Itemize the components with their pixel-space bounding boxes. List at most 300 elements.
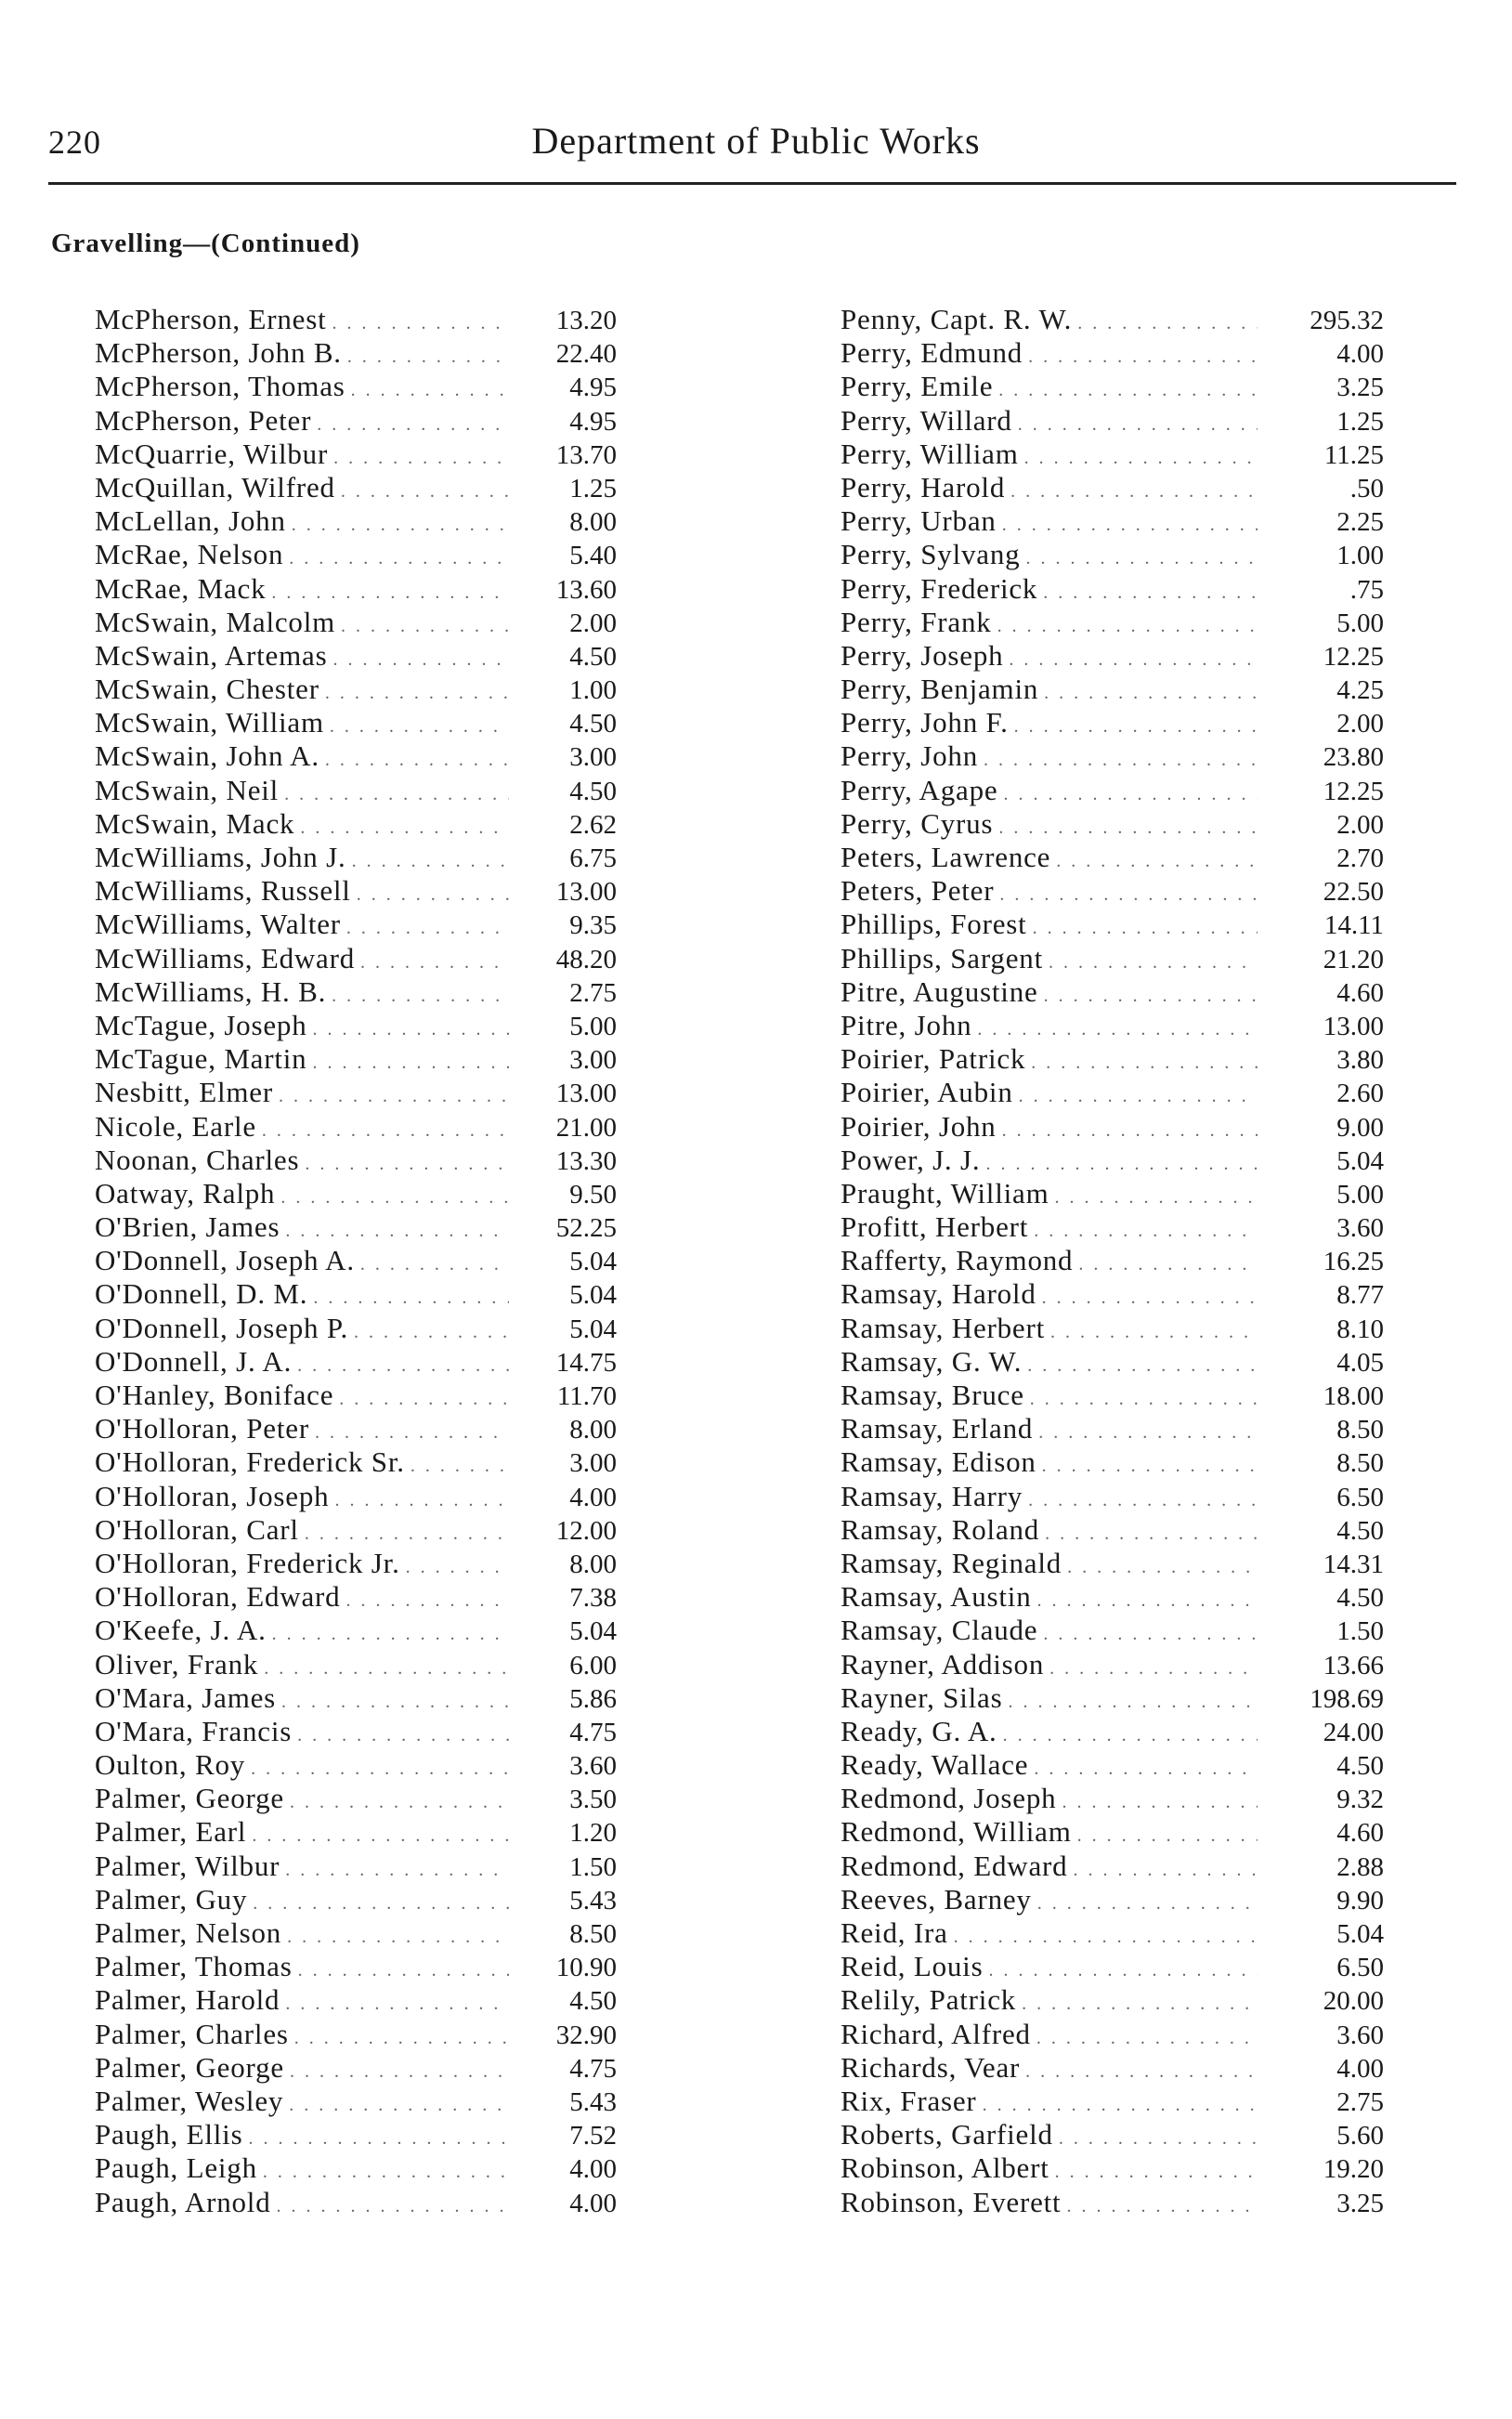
- entry-amount: 4.00: [569, 2188, 617, 2218]
- entry-name: McSwain, Malcolm: [95, 605, 336, 638]
- entry-name-box: [95, 841, 515, 874]
- entry-name-box: [841, 471, 1263, 504]
- entry-row: [95, 1916, 669, 1950]
- left-column: [95, 303, 669, 2219]
- dot-leader: [290, 2061, 509, 2083]
- entry-row: [841, 1076, 1402, 1109]
- entry-name-box: [841, 1950, 1263, 1983]
- entry-name: Palmer, Harold: [95, 1983, 280, 2017]
- entry-name-box: [95, 1244, 515, 1277]
- entry-row: [841, 1580, 1402, 1614]
- entry-name-box: [95, 1648, 515, 1681]
- entry-amount: 8.50: [569, 1919, 617, 1949]
- entry-amount: 7.52: [569, 2121, 617, 2151]
- entry-amount: 5.00: [1336, 1179, 1384, 1210]
- entry-amount: 20.00: [1323, 1986, 1384, 2017]
- entry-name: O'Donnell, Joseph P.: [95, 1311, 349, 1344]
- entry-name: McTague, Joseph: [95, 1008, 307, 1041]
- dot-leader: [984, 750, 1258, 771]
- entry-amount: 23.80: [1323, 742, 1384, 773]
- entry-name: Rayner, Silas: [841, 1680, 1003, 1714]
- entry-name-box: [841, 1210, 1263, 1244]
- entry-row: [95, 1883, 669, 1916]
- dot-leader: [1034, 1759, 1258, 1780]
- entry-name: Perry, Urban: [841, 504, 997, 538]
- entry-name-box: [95, 1850, 515, 1883]
- dot-leader: [1056, 851, 1258, 872]
- entry-name-box: [95, 303, 515, 336]
- entry-row: [95, 1177, 669, 1210]
- entry-name-box: [95, 538, 515, 571]
- entry-row: [841, 303, 1402, 336]
- entry-name: Poirier, Patrick: [841, 1042, 1026, 1076]
- entry-amount: 5.04: [1336, 1145, 1384, 1176]
- dot-leader: [411, 1456, 509, 1477]
- entry-amount: 8.77: [1336, 1280, 1384, 1311]
- dot-leader: [999, 884, 1258, 906]
- entry-name-box: [841, 1547, 1263, 1580]
- dot-leader: [1044, 986, 1258, 1007]
- dot-leader: [297, 1725, 509, 1746]
- entry-row: [841, 1480, 1402, 1513]
- entry-row: [95, 2151, 669, 2185]
- entry-name-box: [841, 404, 1263, 438]
- entry-name-box: [95, 1916, 515, 1950]
- entry-row: [95, 471, 669, 504]
- entry-row: [95, 975, 669, 1009]
- dot-leader: [272, 1624, 509, 1645]
- dot-leader: [988, 1960, 1258, 1981]
- entry-name: Noonan, Charles: [95, 1143, 300, 1176]
- entry-amount: 4.50: [569, 776, 617, 806]
- dot-leader: [1033, 918, 1258, 939]
- entry-name: Paugh, Arnold: [95, 2185, 271, 2218]
- dot-leader: [252, 1825, 509, 1847]
- dot-leader: [298, 1960, 509, 1981]
- dot-leader: [347, 347, 509, 368]
- entry-amount: 3.60: [569, 1751, 617, 1782]
- entry-name-box: [841, 774, 1263, 807]
- entry-name-box: [841, 1513, 1263, 1547]
- dot-leader: [1073, 1860, 1258, 1881]
- dot-leader: [1055, 1187, 1258, 1209]
- entry-row: [95, 1210, 669, 1244]
- dot-leader: [325, 750, 509, 771]
- entry-row: [95, 2051, 669, 2085]
- entry-row: [841, 538, 1402, 571]
- entry-row: [841, 1312, 1402, 1345]
- entry-name-box: [841, 1445, 1263, 1479]
- entry-name: McRae, Mack: [95, 571, 267, 605]
- entry-name-box: [95, 1950, 515, 1983]
- entry-name: Redmond, William: [841, 1815, 1072, 1849]
- entry-row: [95, 1379, 669, 1412]
- dot-leader: [997, 616, 1258, 637]
- entry-name: McSwain, John A.: [95, 739, 319, 773]
- dot-leader: [1002, 515, 1258, 536]
- entry-name: Perry, William: [841, 437, 1019, 470]
- entry-name: O'Holloran, Edward: [95, 1580, 341, 1614]
- entry-name: O'Donnell, Joseph A.: [95, 1244, 355, 1277]
- dot-leader: [1025, 548, 1258, 569]
- entry-amount: 9.00: [1336, 1112, 1384, 1143]
- entry-amount: 3.00: [569, 1045, 617, 1076]
- entry-name-box: [841, 572, 1263, 606]
- entry-name-box: [95, 1076, 515, 1109]
- dot-leader: [1036, 2028, 1258, 2049]
- entry-name-box: [841, 2085, 1263, 2118]
- entry-amount: 12.25: [1323, 776, 1384, 806]
- dot-leader: [287, 1927, 509, 1948]
- entry-name-box: [95, 1513, 515, 1547]
- entry-name-box: [95, 874, 515, 908]
- entry-name-box: [95, 1345, 515, 1379]
- entry-amount: 3.00: [569, 1448, 617, 1479]
- dot-leader: [1025, 2061, 1258, 2083]
- entry-amount: 4.50: [569, 709, 617, 739]
- entry-name: Reeves, Barney: [841, 1882, 1032, 1916]
- dot-leader: [305, 1523, 509, 1545]
- entry-name: Ramsay, Reginald: [841, 1546, 1062, 1579]
- page-number: 220: [48, 124, 101, 161]
- entry-name-box: [95, 1782, 515, 1815]
- dot-leader: [332, 986, 509, 1007]
- entry-row: [841, 1110, 1402, 1144]
- entry-name: Peters, Peter: [841, 874, 995, 908]
- entry-row: [841, 2051, 1402, 2085]
- entry-row: [841, 1748, 1402, 1782]
- entry-name: Penny, Capt. R. W.: [841, 303, 1073, 335]
- entry-name: O'Keefe, J. A.: [95, 1614, 267, 1647]
- entry-row: [95, 336, 669, 370]
- entry-amount: 14.31: [1323, 1549, 1384, 1579]
- dot-leader: [1003, 1725, 1258, 1746]
- entry-name: Reid, Louis: [841, 1950, 984, 1983]
- entry-row: [841, 1681, 1402, 1715]
- dot-leader: [1034, 1221, 1258, 1242]
- entry-name: Perry, Willard: [841, 403, 1012, 437]
- entry-row: [95, 874, 669, 908]
- entry-row: [95, 1480, 669, 1513]
- entry-name: Perry, Emile: [841, 370, 994, 403]
- entry-amount: 48.20: [555, 944, 617, 974]
- entry-amount: 32.90: [555, 2020, 617, 2050]
- dot-leader: [360, 1254, 509, 1275]
- entry-name: Perry, Frank: [841, 605, 992, 638]
- dot-leader: [1066, 2196, 1258, 2217]
- dot-leader: [1014, 716, 1258, 738]
- entry-row: [95, 370, 669, 403]
- entry-row: [841, 1916, 1402, 1950]
- entry-amount: 10.90: [555, 1953, 617, 1983]
- entry-name-box: [841, 2018, 1263, 2051]
- entry-name-box: [841, 1614, 1263, 1647]
- dot-leader: [313, 1288, 509, 1309]
- entry-name-box: [841, 2051, 1263, 2085]
- entry-amount: 4.60: [1336, 1818, 1384, 1849]
- entry-amount: 13.30: [555, 1145, 617, 1176]
- right-column: [841, 303, 1402, 2219]
- entry-row: [841, 1983, 1402, 2017]
- entry-name: Praught, William: [841, 1176, 1049, 1210]
- entry-name-box: [95, 1883, 515, 1916]
- entry-amount: .50: [1349, 473, 1384, 503]
- dot-leader: [317, 414, 509, 436]
- dot-leader: [1028, 1490, 1258, 1511]
- entry-name-box: [841, 841, 1263, 874]
- entry-name-box: [95, 1547, 515, 1580]
- entry-amount: 3.25: [1336, 373, 1384, 403]
- entry-name: O'Donnell, D. M.: [95, 1277, 308, 1311]
- entry-amount: 2.75: [569, 977, 617, 1008]
- entry-name: Oatway, Ralph: [95, 1176, 276, 1210]
- entry-amount: 4.95: [569, 373, 617, 403]
- entry-name: Perry, John: [841, 739, 978, 773]
- entry-name: McQuillan, Wilfred: [95, 470, 335, 503]
- entry-name-box: [95, 2018, 515, 2051]
- dot-leader: [406, 1557, 509, 1578]
- entry-row: [841, 404, 1402, 438]
- dot-leader: [1009, 649, 1258, 671]
- entry-name: O'Donnell, J. A.: [95, 1344, 293, 1378]
- dot-leader: [280, 1187, 509, 1209]
- entry-amount: 13.00: [555, 877, 617, 908]
- entry-row: [95, 706, 669, 739]
- entry-row: [841, 2186, 1402, 2219]
- entry-name-box: [95, 1144, 515, 1177]
- entry-name-box: [95, 2118, 515, 2151]
- entry-name-box: [841, 1480, 1263, 1513]
- entry-row: [95, 1748, 669, 1782]
- entry-name-box: [841, 504, 1263, 538]
- dot-leader: [977, 1019, 1258, 1040]
- entry-name-box: [841, 739, 1263, 773]
- entry-name-box: [95, 1312, 515, 1345]
- entry-row: [841, 874, 1402, 908]
- dot-leader: [333, 448, 509, 469]
- dot-leader: [346, 918, 509, 939]
- entry-row: [841, 471, 1402, 504]
- dot-leader: [351, 380, 509, 401]
- entry-name: Palmer, Thomas: [95, 1950, 293, 1983]
- entry-name: McSwain, Mack: [95, 806, 295, 840]
- entry-name-box: [841, 1110, 1263, 1144]
- entry-name-box: [841, 438, 1263, 471]
- dot-leader: [1027, 1355, 1258, 1377]
- entry-name: O'Holloran, Frederick Sr.: [95, 1445, 405, 1479]
- dot-leader: [1067, 1557, 1258, 1578]
- entry-row: [95, 1312, 669, 1345]
- dot-leader: [285, 1860, 509, 1881]
- entry-name-box: [95, 504, 515, 538]
- dot-leader: [354, 1322, 509, 1343]
- entry-amount: 1.00: [1336, 541, 1384, 571]
- entry-name: Rayner, Addison: [841, 1647, 1045, 1680]
- entry-amount: 5.04: [1336, 1919, 1384, 1949]
- entry-row: [95, 1076, 669, 1109]
- entry-row: [95, 1815, 669, 1849]
- entry-row: [95, 1648, 669, 1681]
- entry-name: Palmer, Charles: [95, 2017, 289, 2050]
- entry-name-box: [95, 673, 515, 706]
- entry-name: McWilliams, Russell: [95, 874, 351, 908]
- entry-name: McPherson, John B.: [95, 336, 342, 370]
- entry-row: [95, 774, 669, 807]
- entry-row: [841, 1648, 1402, 1681]
- entry-name-box: [95, 739, 515, 773]
- entry-name-box: [95, 2085, 515, 2118]
- entry-amount: 24.00: [1323, 1717, 1384, 1747]
- entry-name-box: [841, 673, 1263, 706]
- dot-leader: [313, 1053, 510, 1074]
- entry-row: [841, 1850, 1402, 1883]
- entry-name: Palmer, Nelson: [95, 1916, 282, 1949]
- entry-amount: 2.60: [1336, 1079, 1384, 1109]
- entry-row: [95, 1412, 669, 1445]
- entry-name: Ramsay, Bruce: [841, 1379, 1024, 1411]
- entry-name-box: [841, 1042, 1263, 1076]
- entry-row: [841, 504, 1402, 538]
- entry-row: [95, 1715, 669, 1748]
- entry-amount: 8.50: [1336, 1415, 1384, 1445]
- entry-amount: 5.04: [569, 1247, 617, 1277]
- entry-amount: 4.50: [1336, 1515, 1384, 1546]
- entry-amount: 3.60: [1336, 1213, 1384, 1244]
- entry-name: Palmer, Wesley: [95, 2084, 284, 2117]
- entry-row: [95, 739, 669, 773]
- dot-leader: [315, 1422, 509, 1444]
- entry-amount: 12.25: [1323, 641, 1384, 672]
- entry-name: Perry, Joseph: [841, 638, 1004, 672]
- entry-name: O'Brien, James: [95, 1210, 280, 1244]
- entry-name-box: [95, 1983, 515, 2017]
- page-title: Department of Public Works: [531, 120, 981, 162]
- dot-leader: [1028, 347, 1258, 368]
- entry-amount: .75: [1349, 574, 1384, 605]
- entry-amount: 9.32: [1336, 1785, 1384, 1815]
- entry-amount: 6.75: [569, 843, 617, 873]
- entry-name: Perry, Benjamin: [841, 673, 1039, 706]
- dot-leader: [289, 2095, 509, 2116]
- dot-leader: [290, 1792, 509, 1813]
- entry-name-box: [95, 1277, 515, 1311]
- entry-name: McPherson, Thomas: [95, 370, 345, 403]
- entry-name: Perry, John F.: [841, 706, 1009, 739]
- entry-amount: 4.25: [1336, 675, 1384, 706]
- dot-leader: [262, 1120, 509, 1142]
- dot-leader: [1042, 1288, 1258, 1309]
- entry-name: Robinson, Albert: [841, 2151, 1049, 2185]
- entry-row: [841, 1614, 1402, 1647]
- entry-name-box: [841, 1412, 1263, 1445]
- entry-row: [841, 1144, 1402, 1177]
- entry-amount: 6.00: [569, 1650, 617, 1680]
- entry-amount: 3.50: [569, 1785, 617, 1815]
- entry-name: Pitre, John: [841, 1008, 972, 1041]
- dot-leader: [954, 1927, 1258, 1948]
- entry-name-box: [95, 975, 515, 1009]
- section-heading: Gravelling—(Continued): [51, 229, 360, 258]
- entry-name-box: [95, 1748, 515, 1782]
- entry-row: [841, 1950, 1402, 1983]
- entry-row: [841, 908, 1402, 941]
- entry-amount: 5.00: [569, 1011, 617, 1041]
- dot-leader: [341, 616, 509, 637]
- entry-amount: 4.05: [1336, 1347, 1384, 1378]
- entry-name-box: [841, 1144, 1263, 1177]
- entry-name-box: [841, 1076, 1263, 1109]
- entry-name-box: [95, 1681, 515, 1715]
- entry-name-box: [841, 1177, 1263, 1210]
- entry-name-box: [841, 1715, 1263, 1748]
- entry-name: Redmond, Joseph: [841, 1782, 1057, 1815]
- entry-amount: 8.00: [569, 507, 617, 538]
- dot-leader: [1043, 582, 1258, 604]
- entry-amount: 13.60: [555, 574, 617, 605]
- entry-row: [95, 841, 669, 874]
- entry-name-box: [841, 1815, 1263, 1849]
- entry-row: [95, 438, 669, 471]
- entry-name: Relily, Patrick: [841, 1983, 1017, 2017]
- entry-name: O'Holloran, Joseph: [95, 1479, 330, 1512]
- entry-name: Perry, Harold: [841, 470, 1006, 503]
- entry-row: [95, 1445, 669, 1479]
- entry-name: Redmond, Edward: [841, 1849, 1068, 1882]
- entry-row: [841, 572, 1402, 606]
- entry-row: [841, 2085, 1402, 2118]
- entry-row: [95, 2085, 669, 2118]
- entry-row: [841, 1782, 1402, 1815]
- dot-leader: [352, 851, 509, 872]
- entry-amount: 9.90: [1336, 1885, 1384, 1916]
- entry-name: Power, J. J.: [841, 1143, 981, 1176]
- entry-name-box: [95, 1580, 515, 1614]
- entry-name-box: [841, 874, 1263, 908]
- entry-name-box: [95, 1715, 515, 1748]
- entry-name-box: [841, 370, 1263, 403]
- dot-leader: [1037, 1590, 1258, 1612]
- dot-leader: [1024, 448, 1258, 469]
- dot-leader: [294, 2028, 509, 2049]
- dot-leader: [1030, 1389, 1258, 1410]
- dot-leader: [1078, 1254, 1258, 1275]
- dot-leader: [1008, 1692, 1258, 1713]
- entry-amount: 21.00: [555, 1112, 617, 1143]
- entry-name: McSwain, William: [95, 706, 324, 739]
- entry-name-box: [95, 706, 515, 739]
- entry-name-box: [841, 606, 1263, 639]
- dot-leader: [1049, 1658, 1258, 1680]
- entry-name: Ramsay, Austin: [841, 1580, 1032, 1614]
- entry-row: [841, 1715, 1402, 1748]
- entry-name-box: [95, 336, 515, 370]
- entry-row: [841, 370, 1402, 403]
- entry-name-box: [841, 1681, 1263, 1715]
- dot-leader: [281, 1692, 509, 1713]
- entry-amount: 3.00: [569, 742, 617, 773]
- entry-amount: 4.00: [1336, 2053, 1384, 2084]
- entry-row: [95, 1009, 669, 1042]
- entry-name-box: [841, 1312, 1263, 1345]
- entry-amount: 4.75: [569, 1717, 617, 1747]
- entry-amount: 12.00: [555, 1515, 617, 1546]
- entry-amount: 9.35: [569, 910, 617, 941]
- entry-row: [95, 1345, 669, 1379]
- entry-row: [841, 1345, 1402, 1379]
- entry-row: [95, 1983, 669, 2017]
- entry-name: O'Holloran, Frederick Jr.: [95, 1546, 400, 1579]
- entry-row: [841, 1210, 1402, 1244]
